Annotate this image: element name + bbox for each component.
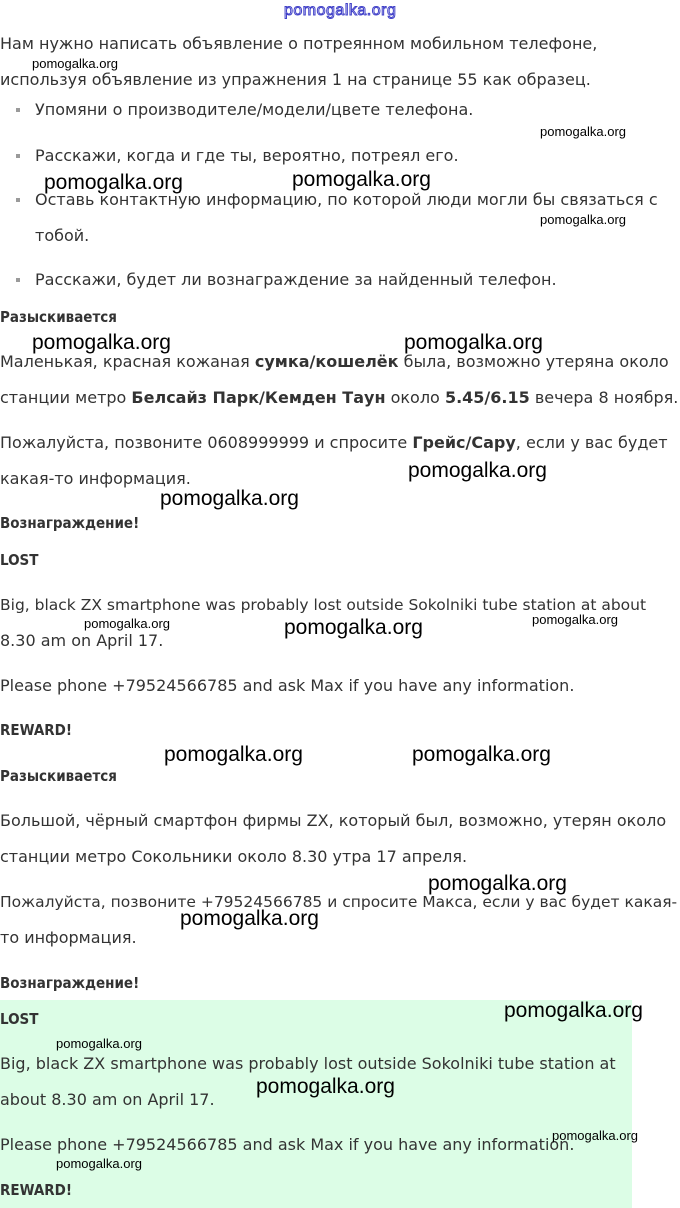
watermark: pomogalka.org — [164, 743, 303, 766]
list-item: Расскажи, когда и где ты, вероятно, потреял его. — [16, 138, 459, 174]
answer-ru-line2: станции метро Сокольники около 8.30 утра 17 апреля. — [0, 847, 468, 866]
example-p1-line2: станции метро Белсайз Парк/Кемден Таун около 5.45/6.15 вечера 8 ноября. — [0, 388, 679, 407]
answer-box-line2: about 8.30 am on April 17. — [0, 1090, 215, 1109]
watermark: pomogalka.org — [32, 56, 118, 71]
watermark: pomogalka.org — [540, 124, 626, 139]
watermark: pomogalka.org — [552, 1128, 638, 1143]
watermark: pomogalka.org — [292, 168, 431, 191]
watermark: pomogalka.org — [284, 616, 423, 639]
task-line-1: Нам нужно написать объявление о потреянном мобильном телефоне, — [0, 34, 598, 53]
example-p2-line2: какая-то информация. — [0, 469, 191, 488]
answer-en-line3: Please phone +79524566785 and ask Max if you have any information. — [0, 676, 575, 695]
list-item: Оставь контактную информацию, по которой люди могли бы связаться с — [16, 182, 658, 218]
bullet-icon — [16, 198, 20, 202]
watermark: pomogalka.org — [180, 907, 319, 930]
watermark: pomogalka.org — [256, 1075, 395, 1098]
answer-ru-reward: Вознаграждение! — [0, 974, 140, 992]
example-p2-line1: Пожалуйста, позвоните 0608999999 и спросите Грейс/Сару, если у вас будет — [0, 433, 668, 452]
answer-en-line1: Big, black ZX smartphone was probably lost outside Sokolniki tube station at about — [0, 596, 647, 614]
watermark: pomogalka.org — [404, 331, 543, 354]
watermark: pomogalka.org — [56, 1156, 142, 1171]
watermark: pomogalka.org — [84, 616, 170, 631]
list-item: Упомяни о производителе/модели/цвете телефона. — [16, 92, 473, 128]
watermark: pomogalka.org — [532, 612, 618, 627]
watermark: pomogalka.org — [56, 1036, 142, 1051]
example-reward: Вознаграждение! — [0, 514, 140, 532]
example-heading: Разыскивается — [0, 308, 117, 326]
watermark: pomogalka.org — [44, 171, 183, 194]
answer-en-line2: 8.30 am on April 17. — [0, 631, 164, 650]
watermark: pomogalka.org — [408, 459, 547, 482]
answer-ru-line3: Пожалуйста, позвоните +79524566785 и спросите Макса, если у вас будет какая- — [0, 893, 678, 911]
watermark: pomogalka.org — [32, 331, 171, 354]
site-title[interactable]: pomogalka.org — [284, 2, 397, 19]
answer-en-heading: LOST — [0, 551, 39, 569]
answer-box-line3: Please phone +79524566785 and ask Max if you have any information. — [0, 1135, 575, 1154]
list-item-continuation: тобой. — [35, 226, 90, 245]
answer-en-reward: REWARD! — [0, 721, 73, 739]
watermark: pomogalka.org — [504, 999, 643, 1022]
list-item: Расскажи, будет ли вознаграждение за найденный телефон. — [16, 262, 557, 298]
watermark: pomogalka.org — [160, 487, 299, 510]
bullet-icon — [16, 108, 20, 112]
watermark: pomogalka.org — [428, 872, 567, 895]
watermark: pomogalka.org — [540, 212, 626, 227]
answer-ru-heading: Разыскивается — [0, 767, 117, 785]
answer-box-heading: LOST — [0, 1010, 39, 1028]
task-line-2: используя объявление из упражнения 1 на странице 55 как образец. — [0, 70, 591, 89]
answer-ru-line4: то информация. — [0, 928, 137, 947]
bullet-icon — [16, 154, 20, 158]
answer-box-line1: Big, black ZX smartphone was probably lost outside Sokolniki tube station at — [0, 1054, 616, 1073]
bullet-icon — [16, 278, 20, 282]
answer-box-reward: REWARD! — [0, 1181, 73, 1199]
answer-ru-line1: Большой, чёрный смартфон фирмы ZX, который был, возможно, утерян около — [0, 811, 667, 830]
watermark: pomogalka.org — [412, 743, 551, 766]
example-p1-line1: Маленькая, красная кожаная сумка/кошелёк была, возможно утеряна около — [0, 352, 669, 371]
